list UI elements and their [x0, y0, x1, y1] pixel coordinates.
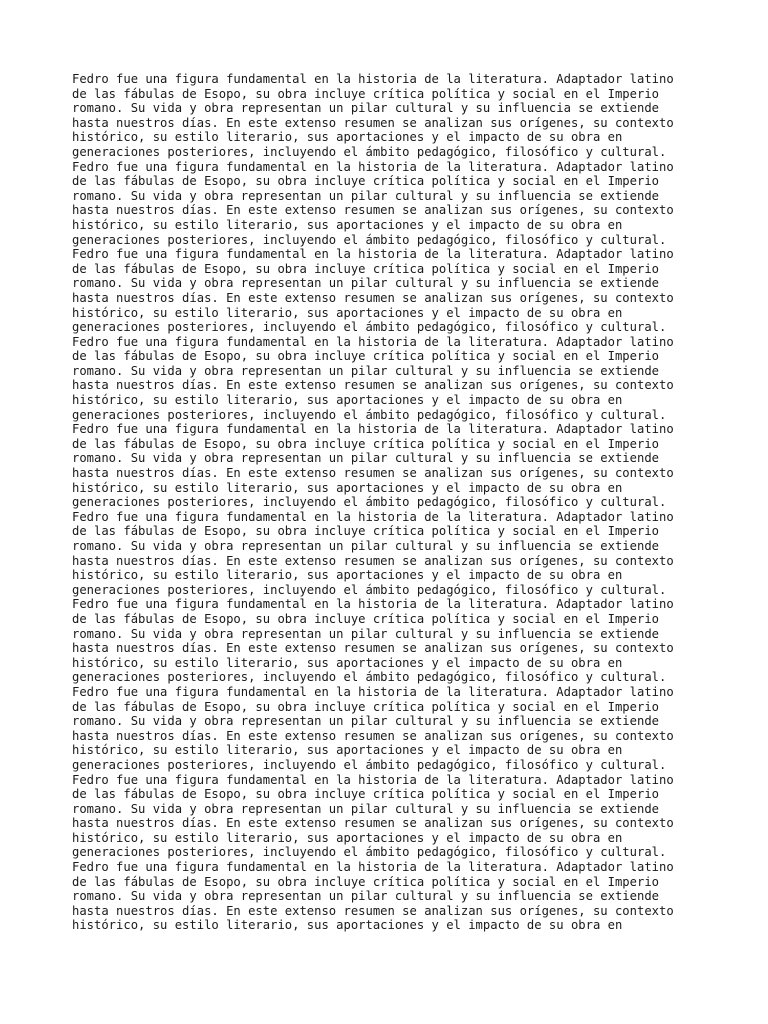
- text-line: hasta nuestros días. En este extenso resumen se analizan sus orígenes, su contexto: [72, 728, 674, 743]
- text-line: generaciones posteriores, incluyendo el ámbito pedagógico, filosófico y cultural.: [72, 232, 667, 247]
- text-line: Fedro fue una figura fundamental en la historia de la literatura. Adaptador latino: [72, 597, 674, 612]
- text-line: romano. Su vida y obra representan un pilar cultural y su influencia se extiende: [72, 801, 659, 816]
- text-line: histórico, su estilo literario, sus aportaciones y el impacto de su obra en: [72, 918, 623, 933]
- text-line: romano. Su vida y obra representan un pilar cultural y su influencia se extiende: [72, 626, 659, 641]
- text-line: de las fábulas de Esopo, su obra incluye crítica política y social en el Imperio: [72, 611, 659, 626]
- text-line: histórico, su estilo literario, sus aportaciones y el impacto de su obra en: [72, 130, 623, 145]
- text-line: generaciones posteriores, incluyendo el ámbito pedagógico, filosófico y cultural.: [72, 670, 667, 685]
- text-line: histórico, su estilo literario, sus aportaciones y el impacto de su obra en: [72, 305, 623, 320]
- text-line: romano. Su vida y obra representan un pilar cultural y su influencia se extiende: [72, 188, 659, 203]
- text-line: Fedro fue una figura fundamental en la historia de la literatura. Adaptador latino: [72, 509, 674, 524]
- text-line: histórico, su estilo literario, sus aportaciones y el impacto de su obra en: [72, 743, 623, 758]
- text-line: Fedro fue una figura fundamental en la historia de la literatura. Adaptador latino: [72, 247, 674, 262]
- text-line: hasta nuestros días. En este extenso resumen se analizan sus orígenes, su contexto: [72, 641, 674, 656]
- text-line: hasta nuestros días. En este extenso resumen se analizan sus orígenes, su contexto: [72, 553, 674, 568]
- text-line: de las fábulas de Esopo, su obra incluye crítica política y social en el Imperio: [72, 86, 659, 101]
- text-line: de las fábulas de Esopo, su obra incluye crítica política y social en el Imperio: [72, 436, 659, 451]
- text-line: generaciones posteriores, incluyendo el ámbito pedagógico, filosófico y cultural.: [72, 320, 667, 335]
- text-line: histórico, su estilo literario, sus aportaciones y el impacto de su obra en: [72, 830, 623, 845]
- text-line: hasta nuestros días. En este extenso resumen se analizan sus orígenes, su contexto: [72, 903, 674, 918]
- text-line: hasta nuestros días. En este extenso resumen se analizan sus orígenes, su contexto: [72, 290, 674, 305]
- text-line: Fedro fue una figura fundamental en la historia de la literatura. Adaptador latino: [72, 860, 674, 875]
- text-line: Fedro fue una figura fundamental en la historia de la literatura. Adaptador latino: [72, 72, 674, 86]
- text-line: hasta nuestros días. En este extenso resumen se analizan sus orígenes, su contexto: [72, 203, 674, 218]
- text-line: de las fábulas de Esopo, su obra incluye crítica política y social en el Imperio: [72, 787, 659, 802]
- text-line: histórico, su estilo literario, sus aportaciones y el impacto de su obra en: [72, 217, 623, 232]
- text-line: histórico, su estilo literario, sus aportaciones y el impacto de su obra en: [72, 393, 623, 408]
- text-line: histórico, su estilo literario, sus aportaciones y el impacto de su obra en: [72, 655, 623, 670]
- text-line: generaciones posteriores, incluyendo el ámbito pedagógico, filosófico y cultural.: [72, 144, 667, 159]
- text-line: generaciones posteriores, incluyendo el ámbito pedagógico, filosófico y cultural.: [72, 495, 667, 510]
- text-line: generaciones posteriores, incluyendo el ámbito pedagógico, filosófico y cultural.: [72, 757, 667, 772]
- text-line: Fedro fue una figura fundamental en la historia de la literatura. Adaptador latino: [72, 159, 674, 174]
- text-line: histórico, su estilo literario, sus aportaciones y el impacto de su obra en: [72, 480, 623, 495]
- text-line: romano. Su vida y obra representan un pilar cultural y su influencia se extiende: [72, 276, 659, 291]
- text-line: Fedro fue una figura fundamental en la historia de la literatura. Adaptador latino: [72, 772, 674, 787]
- text-line: romano. Su vida y obra representan un pilar cultural y su influencia se extiende: [72, 714, 659, 729]
- text-line: generaciones posteriores, incluyendo el ámbito pedagógico, filosófico y cultural.: [72, 845, 667, 860]
- text-line: Fedro fue una figura fundamental en la historia de la literatura. Adaptador latino: [72, 334, 674, 349]
- text-line: romano. Su vida y obra representan un pilar cultural y su influencia se extiende: [72, 539, 659, 553]
- text-line: romano. Su vida y obra representan un pilar cultural y su influencia se extiende: [72, 889, 659, 904]
- text-line: de las fábulas de Esopo, su obra incluye crítica política y social en el Imperio: [72, 874, 659, 889]
- text-line: romano. Su vida y obra representan un pilar cultural y su influencia se extiende: [72, 101, 659, 116]
- body-text: [72, 72, 696, 933]
- text-line: romano. Su vida y obra representan un pilar cultural y su influencia se extiende: [72, 363, 659, 378]
- text-line: romano. Su vida y obra representan un pilar cultural y su influencia se extiende: [72, 451, 659, 466]
- text-line: Fedro fue una figura fundamental en la historia de la literatura. Adaptador latino: [72, 422, 674, 437]
- text-line: Fedro fue una figura fundamental en la historia de la literatura. Adaptador latino: [72, 684, 674, 699]
- text-line: hasta nuestros días. En este extenso resumen se analizan sus orígenes, su contexto: [72, 816, 674, 831]
- text-line: histórico, su estilo literario, sus aportaciones y el impacto de su obra en: [72, 568, 623, 583]
- text-line: hasta nuestros días. En este extenso resumen se analizan sus orígenes, su contexto: [72, 466, 674, 481]
- text-line: de las fábulas de Esopo, su obra incluye crítica política y social en el Imperio: [72, 524, 659, 539]
- text-line: generaciones posteriores, incluyendo el ámbito pedagógico, filosófico y cultural.: [72, 407, 667, 422]
- text-line: generaciones posteriores, incluyendo el ámbito pedagógico, filosófico y cultural.: [72, 582, 667, 597]
- text-line: de las fábulas de Esopo, su obra incluye crítica política y social en el Imperio: [72, 349, 659, 364]
- text-line: hasta nuestros días. En este extenso resumen se analizan sus orígenes, su contexto: [72, 115, 674, 130]
- text-line: de las fábulas de Esopo, su obra incluye crítica política y social en el Imperio: [72, 261, 659, 276]
- text-line: hasta nuestros días. En este extenso resumen se analizan sus orígenes, su contexto: [72, 378, 674, 393]
- text-line: de las fábulas de Esopo, su obra incluye crítica política y social en el Imperio: [72, 174, 659, 189]
- text-line: de las fábulas de Esopo, su obra incluye crítica política y social en el Imperio: [72, 699, 659, 714]
